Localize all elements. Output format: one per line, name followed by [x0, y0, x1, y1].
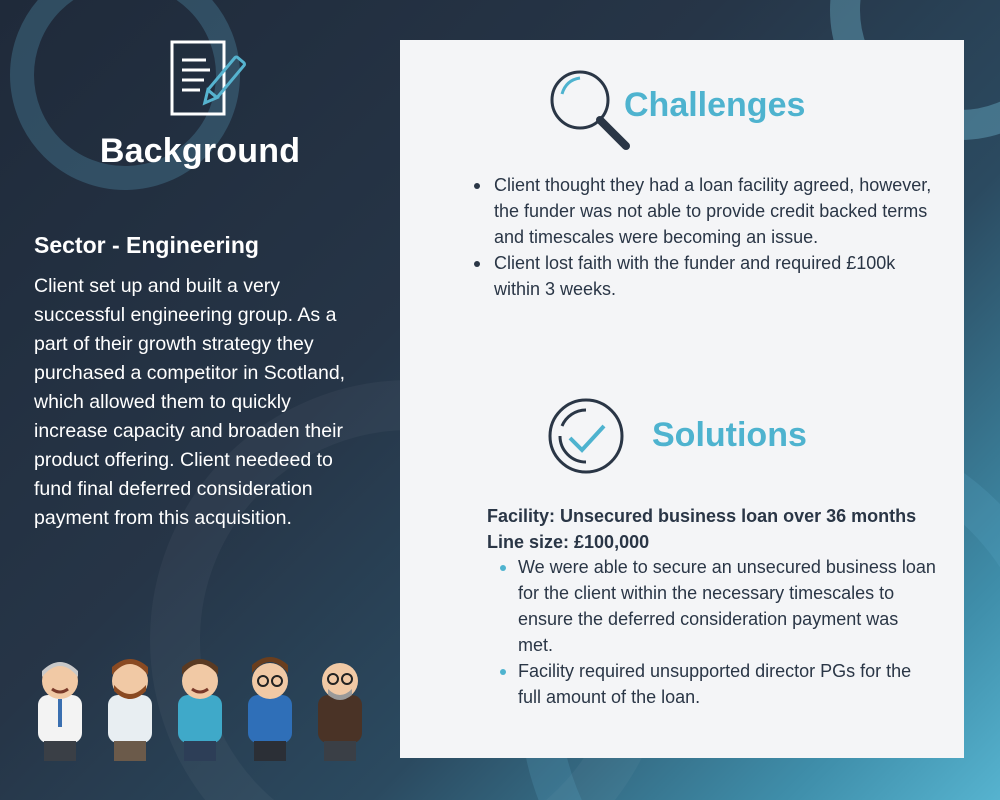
list-item: Facility required unsupported director PGs for the full amount of the loan. [518, 658, 938, 710]
person-3 [178, 659, 222, 761]
document-pen-icon [166, 40, 246, 120]
list-item: Client thought they had a loan facility agreed, however, the funder was not able to provide credit backed terms and timescales were becoming an issue. [494, 172, 944, 250]
challenges-title: Challenges [624, 86, 806, 124]
sector-heading: Sector - Engineering [34, 232, 259, 258]
content-panel [400, 40, 964, 758]
person-1 [38, 662, 82, 761]
person-2 [108, 659, 152, 761]
magnifying-glass-icon [544, 64, 634, 154]
line-size: Line size: £100,000 [487, 532, 650, 552]
solutions-list [518, 554, 938, 710]
person-4 [248, 657, 292, 761]
check-circle-icon [546, 396, 626, 476]
background-title: Background [99, 132, 301, 170]
background-text: Client set up and built a very successful engineering group. As a part of their growth strategy they purchased a competitor in Scotland, which allowed them to quickly increase capacity and broaden their product offering. Client needeed to fund final deferred consideration payment from this acquisition. [34, 275, 346, 529]
solutions-title: Solutions [652, 416, 807, 454]
list-item: Client lost faith with the funder and required £100k within 3 weeks. [494, 250, 944, 302]
challenges-list [494, 172, 944, 302]
businessmen-illustration [30, 655, 380, 765]
person-5 [318, 663, 362, 761]
facility-summary [487, 503, 947, 555]
facility-line: Facility: Unsecured business loan over 36 months [487, 506, 917, 526]
list-item: We were able to secure an unsecured business loan for the client within the necessary timescales to ensure the deferred consideration payment was met. [518, 554, 938, 658]
